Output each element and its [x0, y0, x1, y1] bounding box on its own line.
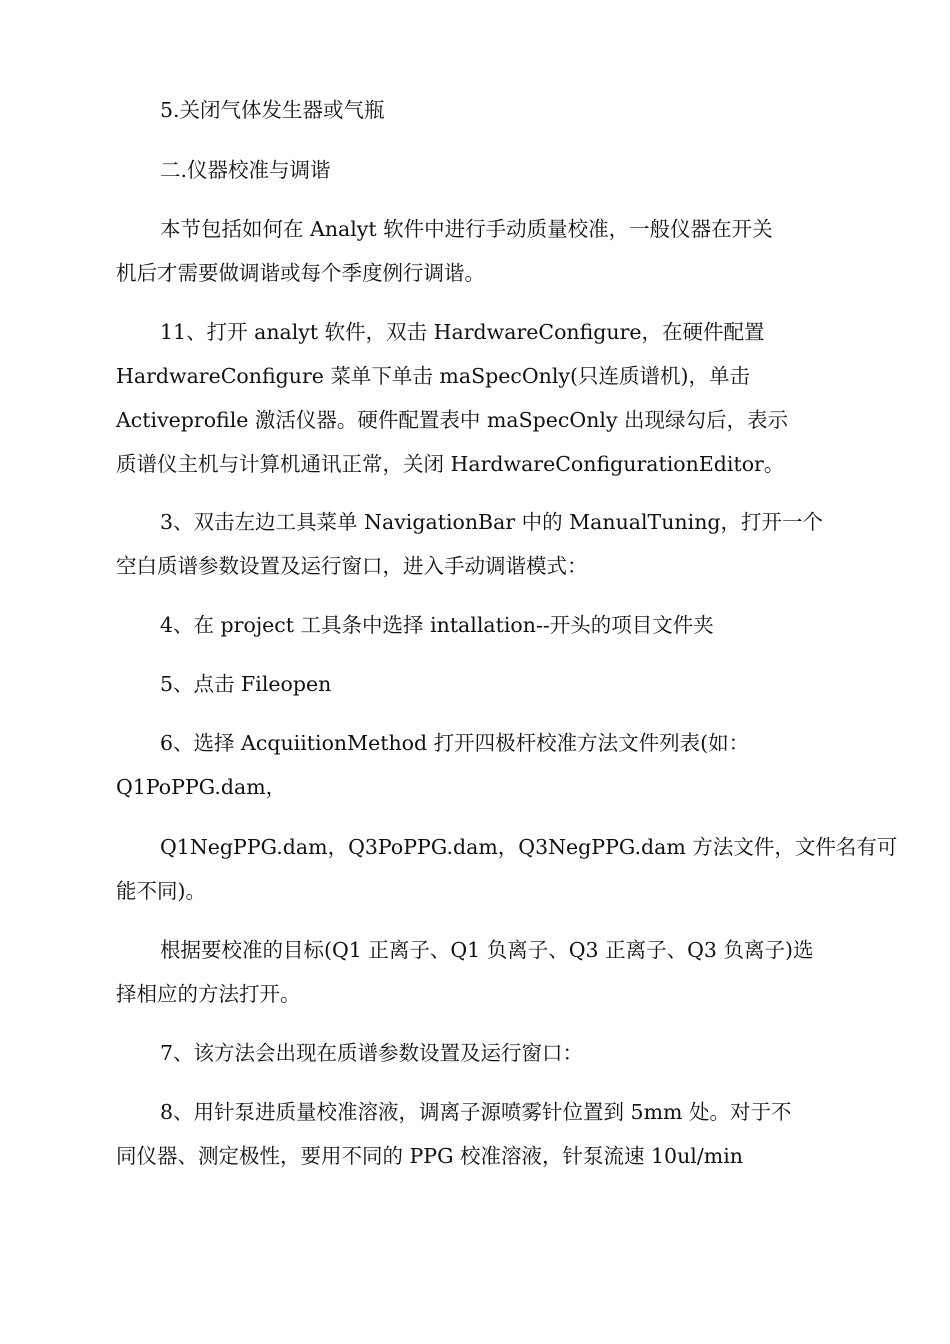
section-heading-calibration — [116, 148, 836, 192]
text-line: 5.关闭气体发生器或气瓶 — [160, 98, 385, 122]
text-line: Q1PoPPG.dam， — [116, 775, 287, 799]
text-line: HardwareConfigure 菜单下单击 maSpecOnly(只连质谱机)，单击 — [116, 364, 750, 388]
paragraph-step-8 — [116, 1090, 836, 1178]
text-line: 11、打开 analyt 软件，双击 HardwareConfigure，在硬件配置 — [160, 320, 765, 344]
paragraph-close-gas — [116, 88, 836, 132]
text-line: 空白质谱参数设置及运行窗口，进入手动调谐模式： — [116, 554, 588, 578]
text-line: Activeprofile 激活仪器。硬件配置表中 maSpecOnly 出现绿勾后，表示 — [116, 408, 789, 432]
text-line: 根据要校准的目标(Q1 正离子、Q1 负离子、Q3 正离子、Q3 负离子)选 — [160, 938, 814, 962]
section-heading: 二.仪器校准与调谐 — [160, 158, 331, 182]
paragraph-step-6 — [116, 721, 836, 809]
text-line: 7、该方法会出现在质谱参数设置及运行窗口： — [160, 1041, 584, 1065]
paragraph-step-4 — [116, 603, 836, 647]
text-line: 机后才需要做调谐或每个季度例行调谐。 — [116, 261, 485, 285]
paragraph-step-7 — [116, 1031, 836, 1075]
text-line: 3、双击左边工具菜单 NavigationBar 中的 ManualTuning，打开一个 — [160, 510, 824, 534]
paragraph-step-11 — [116, 310, 836, 486]
text-line: 能不同)。 — [116, 879, 206, 903]
text-line: 择相应的方法打开。 — [116, 982, 301, 1006]
text-line: Q1NegPPG.dam，Q3PoPPG.dam，Q3NegPPG.dam 方法文件，文件名有可 — [160, 835, 898, 859]
paragraph-step-5 — [116, 662, 836, 706]
text-line: 5、点击 Fileopen — [160, 672, 332, 696]
text-line: 8、用针泵进质量校准溶液，调离子源喷雾针位置到 5mm 处。对于不 — [160, 1100, 792, 1124]
paragraph-choose-method — [116, 928, 836, 1016]
text-line: 本节包括如何在 Analyt 软件中进行手动质量校准，一般仪器在开关 — [160, 217, 773, 241]
paragraph-method-files — [116, 825, 898, 913]
paragraph-step-3 — [116, 500, 836, 588]
text-line: 6、选择 AcquiitionMethod 打开四极杆校准方法文件列表(如： — [160, 731, 750, 755]
paragraph-intro — [116, 207, 836, 295]
text-line: 质谱仪主机与计算机通讯正常，关闭 HardwareConfigurationEditor。 — [116, 452, 785, 476]
text-line: 4、在 project 工具条中选择 intallation--开头的项目文件夹 — [160, 613, 714, 637]
text-line: 同仪器、测定极性，要用不同的 PPG 校准溶液，针泵流速 10ul/min — [116, 1144, 743, 1168]
